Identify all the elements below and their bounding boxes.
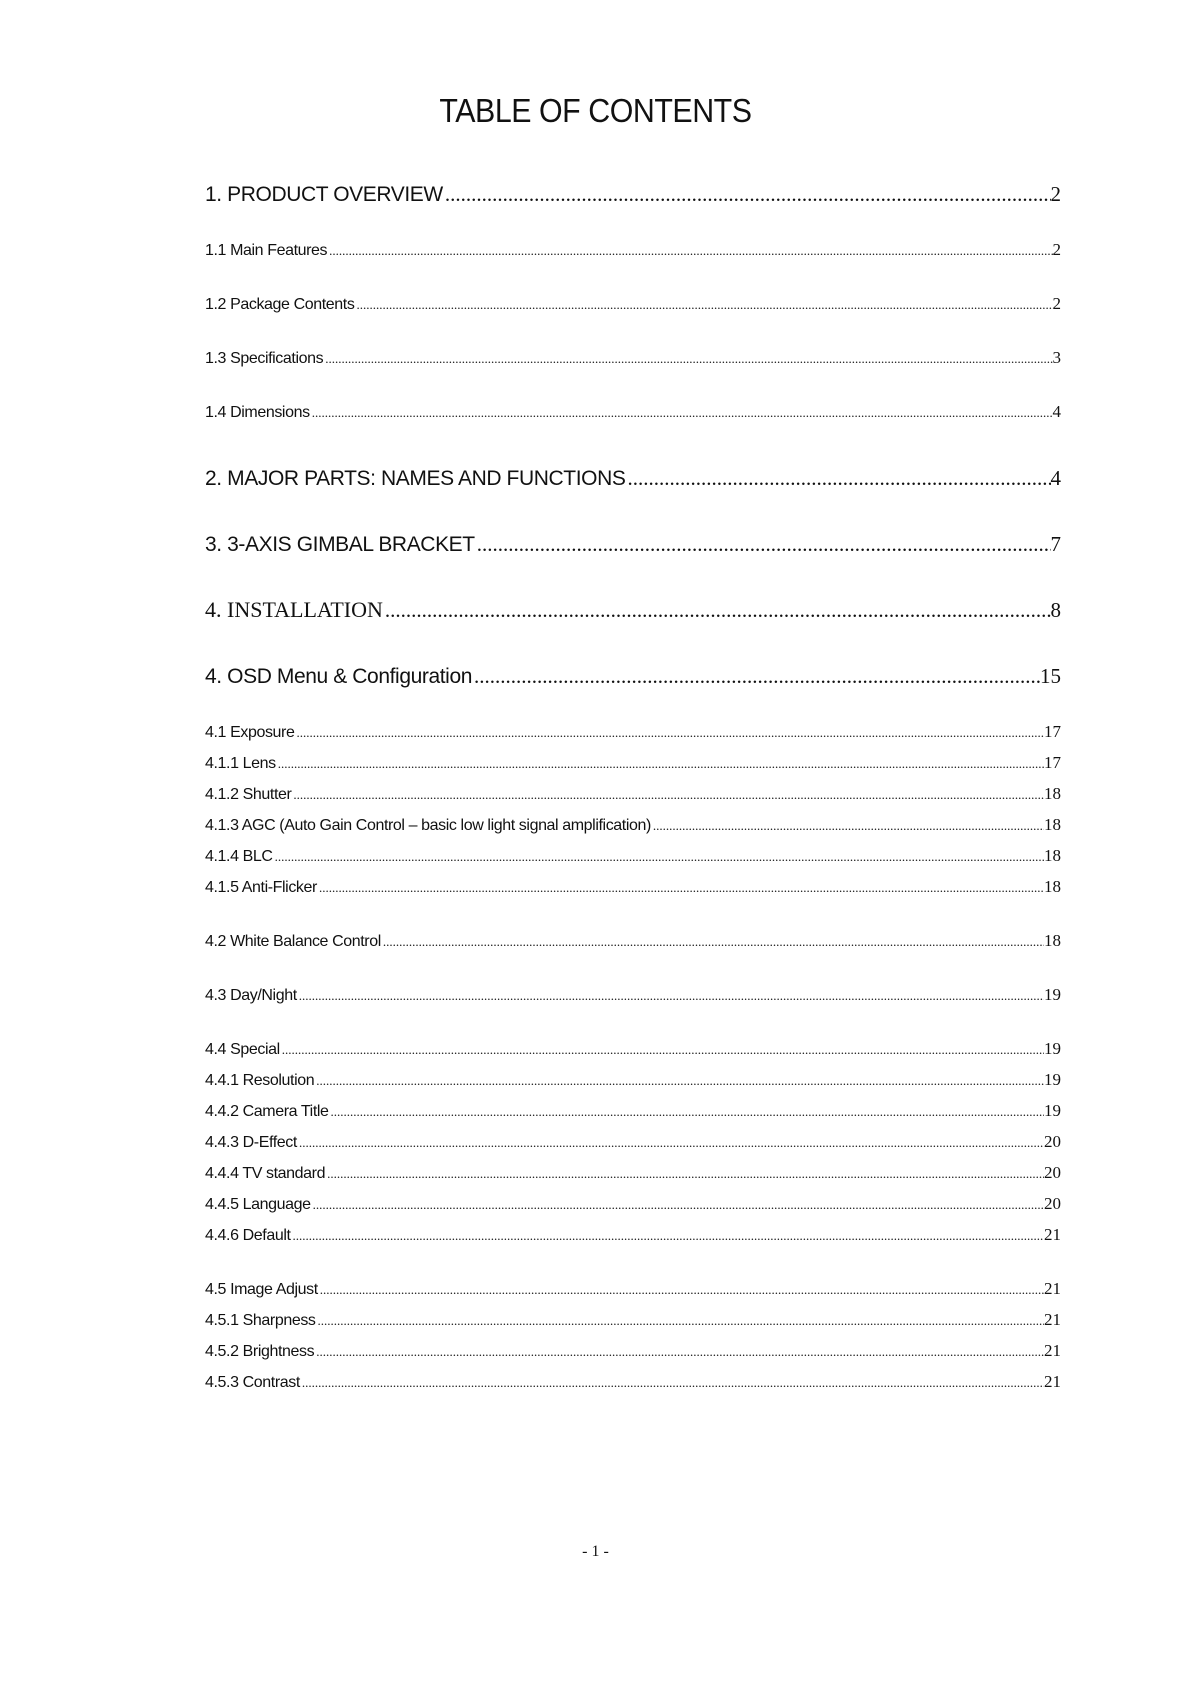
toc-entry-title: 1. PRODUCT OVERVIEW: [205, 183, 443, 206]
toc-entry-title: 4.4.6 Default: [205, 1227, 291, 1244]
dot-leader: [329, 1104, 1044, 1120]
toc-entry[interactable]: [205, 815, 1061, 835]
toc-entry[interactable]: [205, 1279, 1061, 1299]
toc-entry[interactable]: [205, 1132, 1061, 1152]
dot-leader: [317, 880, 1044, 896]
toc-entry[interactable]: [205, 784, 1061, 804]
toc-entry-page: 18: [1044, 784, 1061, 803]
toc-entry[interactable]: [205, 1372, 1061, 1392]
toc-entry[interactable]: [205, 1341, 1061, 1361]
toc-entry-page: 18: [1044, 931, 1061, 950]
toc-entry[interactable]: [205, 753, 1061, 773]
toc-entry-page: 2: [1052, 240, 1061, 259]
toc-entry-title: 1.1 Main Features: [205, 242, 328, 259]
toc-entry-title: 4. OSD Menu & Configuration: [205, 665, 473, 688]
toc-entry-page: 19: [1044, 1039, 1061, 1058]
toc-entry[interactable]: [205, 294, 1061, 314]
toc-entry-page: 4: [1050, 466, 1061, 490]
toc-entry-page: 8: [1050, 598, 1061, 622]
toc-entry-page: 18: [1044, 815, 1061, 834]
page-number: - 1 -: [582, 1543, 609, 1560]
dot-leader: [294, 725, 1044, 741]
toc-entry-page: 18: [1044, 877, 1061, 896]
dot-leader: [472, 664, 1040, 689]
toc-entry-title: 4. INSTALLATION: [205, 597, 383, 622]
toc-entry[interactable]: [205, 722, 1061, 742]
dot-leader: [318, 1282, 1044, 1298]
toc-entry-title: 4.1.3 AGC (Auto Gain Control – basic low light signal amplification): [205, 817, 651, 834]
toc-entry-title: 4.3 Day/Night: [205, 987, 297, 1004]
dot-leader: [325, 1166, 1044, 1182]
toc-entry[interactable]: [205, 597, 1061, 623]
toc-entry[interactable]: [205, 1070, 1061, 1090]
toc-entry-title: 3. 3-AXIS GIMBAL BRACKET: [205, 533, 475, 556]
toc-entry-title: 4.5 Image Adjust: [205, 1281, 318, 1298]
toc-entry-title: 2. MAJOR PARTS: NAMES AND FUNCTIONS: [205, 467, 626, 490]
dot-leader: [625, 466, 1050, 491]
toc-entry-page: 19: [1044, 1070, 1061, 1089]
dot-leader: [651, 818, 1044, 834]
dot-leader: [276, 756, 1044, 772]
toc-entry-page: 2: [1050, 182, 1061, 206]
dot-leader: [297, 1135, 1044, 1151]
toc-entry[interactable]: [205, 466, 1061, 491]
dot-leader: [291, 787, 1044, 803]
toc-entry-title: 4.1 Exposure: [205, 724, 295, 741]
page-title: TABLE OF CONTENTS: [439, 92, 752, 129]
toc-entry-page: 15: [1040, 664, 1061, 688]
toc-entry-title: 1.2 Package Contents: [205, 296, 355, 313]
toc-entry-page: 4: [1052, 402, 1061, 421]
dot-leader: [323, 351, 1052, 367]
toc-entry-page: 3: [1052, 348, 1061, 367]
toc-entry[interactable]: [205, 931, 1061, 951]
toc-entry-title: 4.4.1 Resolution: [205, 1072, 315, 1089]
toc-entry-page: 17: [1044, 722, 1061, 741]
dot-leader: [381, 934, 1044, 950]
toc-entry-page: 21: [1044, 1279, 1061, 1298]
toc-entry[interactable]: [205, 664, 1061, 689]
toc-entry-page: 21: [1044, 1225, 1061, 1244]
toc-entry[interactable]: [205, 240, 1061, 260]
dot-leader: [443, 182, 1051, 207]
toc-entry[interactable]: [205, 1310, 1061, 1330]
toc-entry-page: 20: [1044, 1194, 1061, 1213]
toc-entry[interactable]: [205, 1225, 1061, 1245]
toc-entry-page: 19: [1044, 1101, 1061, 1120]
toc-entry-title: 4.4 Special: [205, 1041, 280, 1058]
dot-leader: [280, 1042, 1044, 1058]
toc-entry-page: 7: [1050, 532, 1061, 556]
toc-entry-title: 4.1.1 Lens: [205, 755, 276, 772]
toc-entry-page: 21: [1044, 1341, 1061, 1360]
toc-entry-page: 18: [1044, 846, 1061, 865]
toc-entry[interactable]: [205, 846, 1061, 866]
toc-entry-page: 21: [1044, 1310, 1061, 1329]
dot-leader: [310, 405, 1053, 421]
toc-entry-title: 4.4.2 Camera Title: [205, 1103, 329, 1120]
toc-entry[interactable]: [205, 1039, 1061, 1059]
toc-entry-title: 4.1.2 Shutter: [205, 786, 292, 803]
dot-leader: [383, 598, 1051, 623]
toc-entry-title: 4.5.3 Contrast: [205, 1374, 300, 1391]
toc-entry-page: 17: [1044, 753, 1061, 772]
dot-leader: [316, 1313, 1044, 1329]
dot-leader: [475, 532, 1051, 557]
toc-entry[interactable]: [205, 1194, 1061, 1214]
toc-entry[interactable]: [205, 985, 1061, 1005]
dot-leader: [314, 1344, 1044, 1360]
dot-leader: [291, 1228, 1044, 1244]
toc-entry-title: 1.4 Dimensions: [205, 404, 310, 421]
dot-leader: [300, 1375, 1044, 1391]
toc-entry-title: 4.4.3 D-Effect: [205, 1134, 297, 1151]
toc-entry[interactable]: [205, 182, 1061, 207]
toc-entry[interactable]: [205, 532, 1061, 557]
toc-entry-title: 4.4.4 TV standard: [205, 1165, 326, 1182]
toc-entry-title: 4.5.1 Sharpness: [205, 1312, 316, 1329]
toc-entry-page: 20: [1044, 1163, 1061, 1182]
toc-entry-title: 4.2 White Balance Control: [205, 933, 381, 950]
dot-leader: [297, 988, 1044, 1004]
toc-entry-page: 2: [1052, 294, 1061, 313]
toc-entry-title: 4.4.5 Language: [205, 1196, 311, 1213]
toc-entry-title: 4.5.2 Brightness: [205, 1343, 315, 1360]
dot-leader: [327, 243, 1052, 259]
toc-entry-title: 4.1.4 BLC: [205, 848, 273, 865]
toc-entry[interactable]: [205, 1101, 1061, 1121]
toc-entry[interactable]: [205, 877, 1061, 897]
toc-entry[interactable]: [205, 1163, 1061, 1183]
dot-leader: [273, 849, 1044, 865]
toc-entry-page: 19: [1044, 985, 1061, 1004]
dot-leader: [354, 297, 1052, 313]
toc-entry-title: 1.3 Specifications: [205, 350, 324, 367]
toc-entry-title: 4.1.5 Anti-Flicker: [205, 879, 317, 896]
toc-entry[interactable]: [205, 348, 1061, 368]
dot-leader: [311, 1197, 1044, 1213]
toc-entry-page: 21: [1044, 1372, 1061, 1391]
toc-entry[interactable]: [205, 402, 1061, 422]
toc-entry-page: 20: [1044, 1132, 1061, 1151]
dot-leader: [314, 1073, 1044, 1089]
